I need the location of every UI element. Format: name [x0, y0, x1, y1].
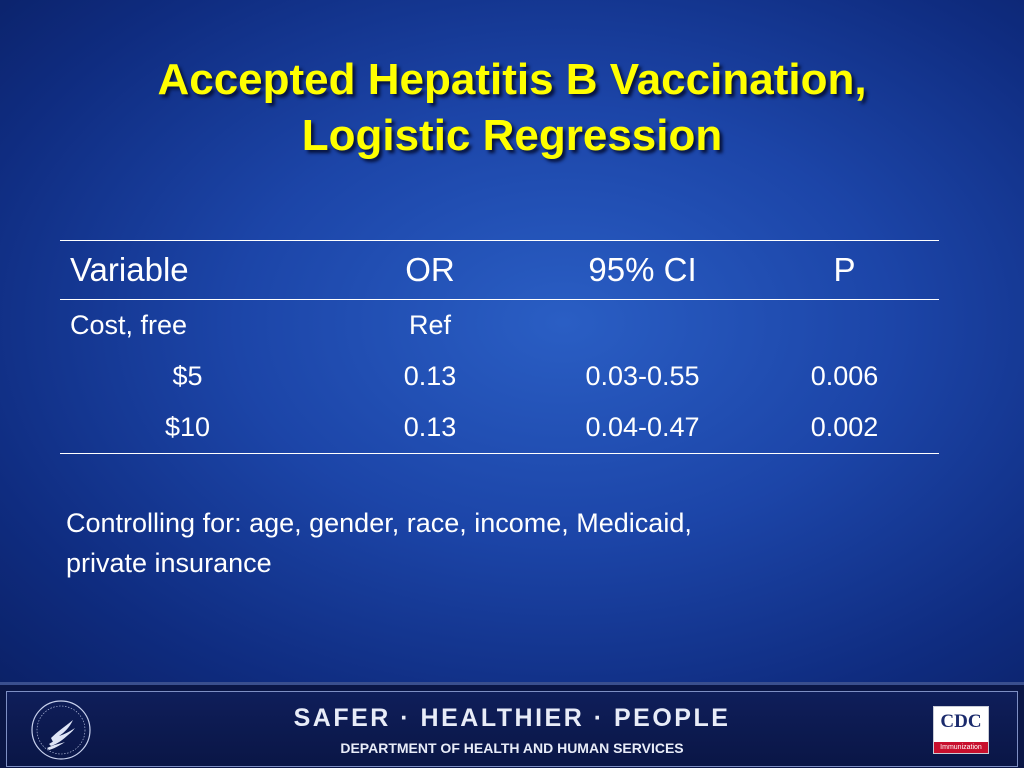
regression-table — [60, 240, 939, 454]
cell-p: 0.006 — [810, 361, 879, 391]
note-line-2: private insurance — [66, 548, 272, 578]
cell-or: 0.13 — [403, 361, 457, 391]
table-header-row — [60, 241, 939, 300]
header-p: P — [833, 251, 856, 288]
cell-ci: 0.03-0.55 — [585, 361, 700, 391]
header-variable: Variable — [70, 251, 189, 288]
footer-frame — [6, 691, 1018, 767]
cdc-logo-subtext: Immunization — [934, 742, 988, 753]
cell-variable: $10 — [164, 412, 211, 442]
cell-ci — [535, 300, 750, 352]
slide-title-line-1: Accepted Hepatitis B Vaccination, — [157, 55, 867, 104]
cell-or: Ref — [408, 310, 452, 340]
slide-title — [0, 52, 1024, 164]
regression-table-grid — [60, 240, 939, 454]
header-or: OR — [405, 251, 455, 288]
note-line-1: Controlling for: age, gender, race, income, Medicaid, — [66, 508, 692, 538]
table-row — [60, 351, 939, 402]
cell-variable: $5 — [172, 361, 203, 391]
cdc-logo — [933, 706, 989, 754]
footer-department: DEPARTMENT OF HEALTH AND HUMAN SERVICES — [340, 740, 684, 756]
header-ci: 95% CI — [588, 251, 697, 288]
slide-title-line-2: Logistic Regression — [301, 111, 723, 160]
footer-slogan: SAFER · HEALTHIER · PEOPLE — [293, 704, 731, 732]
cell-p — [750, 300, 939, 352]
table-row — [60, 402, 939, 454]
cdc-logo-text: CDC — [940, 711, 982, 732]
cell-or: 0.13 — [403, 412, 457, 442]
table-row — [60, 300, 939, 352]
cell-p: 0.002 — [810, 412, 879, 442]
cell-variable: Cost, free — [70, 310, 188, 340]
cell-ci: 0.04-0.47 — [585, 412, 700, 442]
footer-banner — [0, 682, 1024, 768]
controlling-note — [66, 503, 926, 583]
